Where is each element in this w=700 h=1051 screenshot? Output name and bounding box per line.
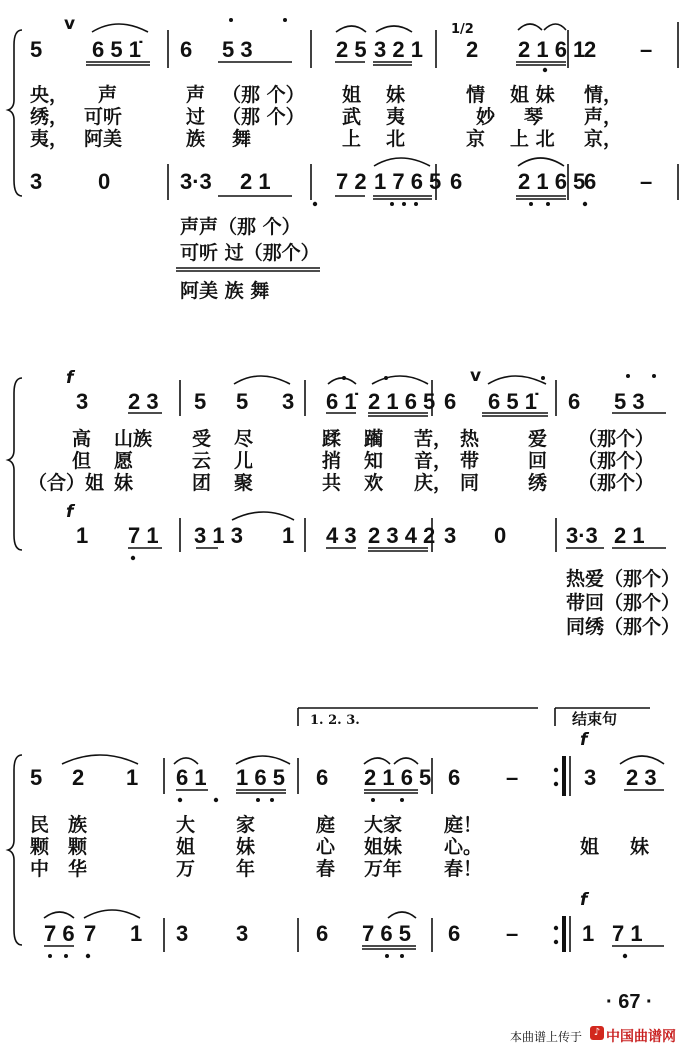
- note: 6: [568, 389, 581, 414]
- lyric: 中: [30, 858, 50, 880]
- volta-ending-phrase: 结束句: [572, 710, 618, 728]
- lyric: 北: [386, 128, 406, 150]
- lyric: 夷，: [30, 128, 69, 150]
- note: 1: [282, 523, 295, 548]
- note: 6: [448, 765, 461, 790]
- lyric: 心: [316, 836, 336, 858]
- lyric: 上: [342, 128, 362, 150]
- note: –: [506, 921, 519, 946]
- lyric: 姐 妹: [510, 84, 555, 106]
- lyric: 妹: [114, 472, 134, 494]
- system2-brace: [8, 378, 22, 550]
- lyric: 云: [192, 450, 212, 472]
- volta-mark: 1/2: [451, 22, 474, 37]
- note: 2 3 4 2: [368, 523, 436, 548]
- lyric: 姐: [580, 836, 600, 858]
- lyric: 华: [68, 858, 88, 880]
- lyric: 武: [342, 106, 362, 128]
- note: 5 3: [222, 37, 253, 62]
- dynamic-forte: f: [66, 368, 74, 388]
- note: 2 3: [626, 765, 657, 790]
- lyric: 爱: [528, 428, 548, 450]
- sub-lyric: 同绣（那个）: [566, 616, 681, 638]
- note: 6: [448, 921, 461, 946]
- note: 6: [180, 37, 193, 62]
- lyric: 过: [186, 106, 206, 128]
- note: 1 6 5: [236, 765, 285, 790]
- lyric: 声，: [584, 106, 623, 128]
- lyric: 族: [186, 128, 206, 150]
- lyric: 姐: [176, 836, 196, 858]
- note: 0: [494, 523, 507, 548]
- note: 7 1: [612, 921, 643, 946]
- breath-mark: v: [470, 366, 482, 386]
- note: 2 1 6 1: [518, 37, 586, 62]
- note: 1: [126, 765, 139, 790]
- sub-lyric: 阿美 族 舞: [180, 280, 270, 302]
- note: 2 1 6 5: [368, 389, 436, 414]
- note: 6 5 1̇: [488, 389, 537, 414]
- note: 5 3: [614, 389, 645, 414]
- note: 1: [130, 921, 143, 946]
- note: 6: [450, 169, 463, 194]
- lyric: 万: [176, 858, 196, 880]
- sub-lyric: 热爱（那个）: [566, 568, 681, 590]
- lyric: （那个）: [578, 450, 655, 472]
- note: 6 5 1̇: [92, 37, 141, 62]
- note: 2 3: [128, 389, 159, 414]
- note: 4 3: [326, 523, 357, 548]
- site-logo-icon: ♪: [590, 1026, 604, 1040]
- lyric: 捎: [322, 450, 342, 472]
- note: 3 2 1: [374, 37, 423, 62]
- lyric: 欢: [364, 472, 384, 494]
- lyric: （那 个）: [222, 84, 305, 106]
- lyric: 音，: [414, 450, 453, 472]
- lyric: 妙: [476, 106, 496, 128]
- lyric: 妹: [386, 84, 406, 106]
- note: 6: [444, 389, 457, 414]
- note: 6: [316, 921, 329, 946]
- note: 2 1: [614, 523, 645, 548]
- note: 6: [584, 169, 597, 194]
- note: 3: [30, 169, 43, 194]
- lyric: 姐妹: [364, 836, 403, 858]
- note: 3·3: [180, 169, 212, 194]
- note: 2: [72, 765, 85, 790]
- lyric: 万年: [364, 858, 403, 880]
- lyric: 团: [192, 472, 212, 494]
- note: 3: [236, 921, 249, 946]
- lyric: 聚: [234, 472, 254, 494]
- lyric: 愿: [114, 450, 134, 472]
- lyric: 受: [192, 428, 212, 450]
- note: 5: [236, 389, 249, 414]
- lyric: 绣，: [30, 106, 69, 128]
- lyric: 大: [176, 814, 196, 836]
- lyric: 春: [316, 858, 336, 880]
- lyric: 庆，: [414, 472, 453, 494]
- lyric: 琴: [524, 106, 544, 128]
- lyric: 族: [68, 814, 88, 836]
- note: 2: [466, 37, 479, 62]
- lyric: 儿: [234, 450, 254, 472]
- lyric: 情，: [584, 84, 623, 106]
- note: 1: [582, 921, 595, 946]
- lyric: 带: [460, 450, 480, 472]
- lyric: 大家: [364, 814, 403, 836]
- note: 7 1: [128, 523, 159, 548]
- lyric: 同: [460, 472, 480, 494]
- sub-lyric: 带回（那个）: [566, 592, 681, 614]
- lyric: （那个）: [578, 472, 655, 494]
- note: 3·3: [566, 523, 598, 548]
- lyric: 山族: [114, 428, 153, 450]
- lyric: 回: [528, 450, 548, 472]
- system1-brace: [8, 30, 22, 196]
- system3-brace: [8, 755, 22, 945]
- note: 3 1 3: [194, 523, 243, 548]
- breath-mark: v: [64, 14, 76, 34]
- note: 7 2: [336, 169, 367, 194]
- lyric: 高: [72, 428, 92, 450]
- lyric: （那 个）: [222, 106, 305, 128]
- note: 1 7 6 5: [374, 169, 442, 194]
- lyric: 京，: [584, 128, 623, 150]
- lyric: 知: [364, 450, 384, 472]
- upload-credit: 本曲谱上传于: [510, 1030, 583, 1044]
- lyric: 躏: [364, 428, 384, 450]
- sub-lyric: 可听 过（那个）: [180, 242, 320, 264]
- page-number: · 67 ·: [606, 991, 653, 1013]
- lyric: （那个）: [578, 428, 655, 450]
- note: 2 5: [336, 37, 367, 62]
- note: 5: [30, 37, 43, 62]
- note: 2 1: [240, 169, 271, 194]
- site-link[interactable]: 中国曲谱网: [606, 1029, 676, 1045]
- volta-first-ending: 1. 2. 3.: [310, 713, 360, 728]
- lyric: 央，: [30, 84, 69, 106]
- note: 6 1̇: [326, 389, 357, 414]
- note: 0: [98, 169, 111, 194]
- lyric: 庭: [316, 814, 336, 836]
- lyric: （合）姐: [28, 472, 105, 494]
- lyric: 声: [186, 84, 206, 106]
- note: –: [640, 169, 653, 194]
- note: 6: [316, 765, 329, 790]
- note: 3: [76, 389, 89, 414]
- lyric: 热: [460, 428, 480, 450]
- note: 6 1: [176, 765, 207, 790]
- lyric: 家: [236, 814, 256, 836]
- note: –: [506, 765, 519, 790]
- note: 3: [584, 765, 597, 790]
- note: 3: [444, 523, 457, 548]
- lyric: 舞: [232, 128, 252, 150]
- note: 5: [30, 765, 43, 790]
- dynamic-forte: f: [66, 502, 74, 522]
- sub-lyric: 声声（那 个）: [180, 216, 301, 238]
- lyric: 蹂: [322, 428, 342, 450]
- lyric: 庭！: [444, 814, 483, 836]
- lyric: 但: [72, 450, 92, 472]
- lyric: 心。: [444, 836, 483, 858]
- lyric: 颗: [68, 836, 88, 858]
- lyric: 春！: [444, 858, 483, 880]
- lyric: 年: [236, 858, 256, 880]
- lyric: 绣: [528, 472, 548, 494]
- lyric: 上 北: [510, 128, 555, 150]
- lyric: 情: [466, 84, 486, 106]
- lyric: 妹: [630, 836, 650, 858]
- lyric: 夷: [386, 106, 406, 128]
- lyric: 苦，: [414, 428, 453, 450]
- note: 3: [176, 921, 189, 946]
- note: 3: [282, 389, 295, 414]
- note: 7 6 5: [362, 921, 411, 946]
- lyric: 颗: [30, 836, 50, 858]
- note: 2: [584, 37, 597, 62]
- lyric: 民: [30, 814, 50, 836]
- note: 7: [84, 921, 97, 946]
- note: 2 1 6 5: [518, 169, 586, 194]
- note: –: [640, 37, 653, 62]
- lyric: 尽: [234, 428, 254, 450]
- lyric: 京: [466, 128, 486, 150]
- lyric: 声: [98, 84, 118, 106]
- note: 7 6: [44, 921, 75, 946]
- note: 1: [76, 523, 89, 548]
- lyric: 可听: [84, 106, 123, 128]
- note: 2 1 6 5: [364, 765, 432, 790]
- dynamic-forte: f: [580, 890, 588, 910]
- dynamic-forte: f: [580, 730, 588, 750]
- lyric: 姐: [342, 84, 362, 106]
- lyric: 共: [322, 472, 342, 494]
- lyric: 妹: [236, 836, 256, 858]
- lyric: 阿美: [84, 128, 123, 150]
- note: 5: [194, 389, 207, 414]
